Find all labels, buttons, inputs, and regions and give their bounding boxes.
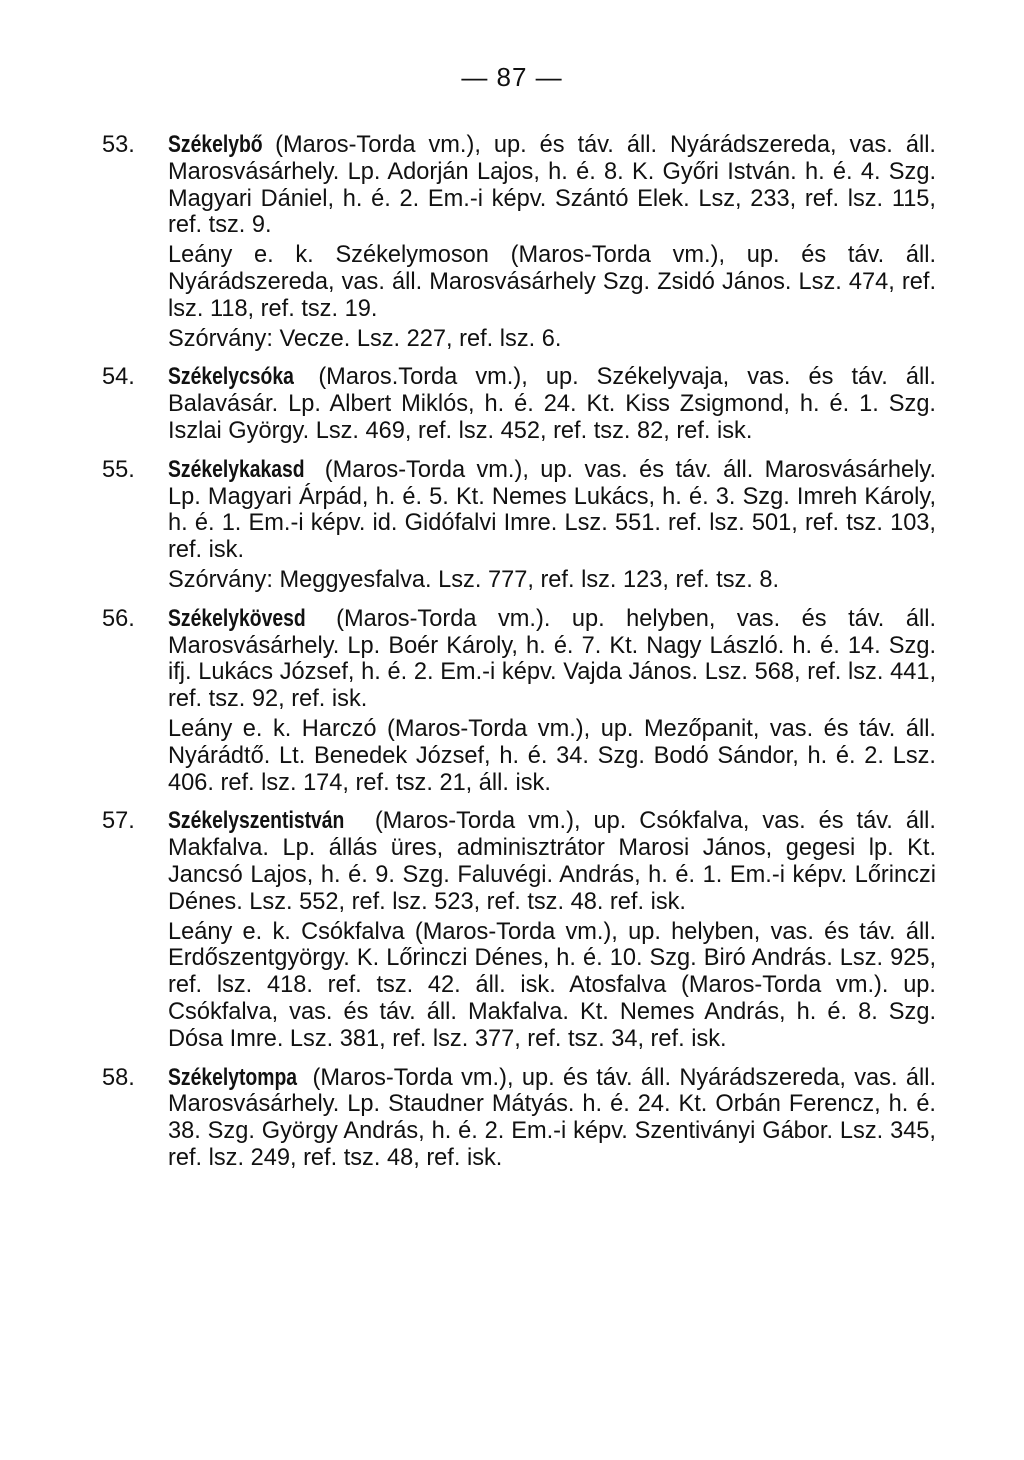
entry-headword: Székelycsóka — [168, 364, 294, 391]
entry-headword: Székelytompa — [168, 1064, 298, 1091]
daughter-parish: Leány e. k. Csókfalva (Maros-Torda vm.), up. helyben, vas. és táv. áll. Erdőszentgyörgy. K. Lőrinczi Dénes, h. é. 10. Szg. Biró András. Lsz. 925, ref. lsz. 418. ref. tsz. 42. áll. isk. Atosfalva (Maros-Torda vm.). up. Csókfalva, vas. és táv. áll. Makfalva. Kt. Nemes András, h. é. 8. Szg. Dósa Imre. Lsz. 381, ref. lsz. 377, ref. tsz. 34, ref. isk. — [168, 918, 936, 1052]
daughter-parish: Leány e. k. Székelymoson (Maros-Torda vm.), up. és táv. áll. Nyárádszereda, vas. áll. Marosvásárhely Szg. Zsidó János. Lsz. 474, ref. lsz. 118, ref. tsz. 19. — [168, 242, 936, 322]
entry-text: (Maros.Torda vm.), up. Székelyvaja, vas. és táv. áll. Balavásár. Lp. Albert Miklós, h. é. 24. Kt. Kiss Zsigmond, h. é. 1. Szg. Iszlai György. Lsz. 469, ref. lsz. 452, ref. tsz. 82, ref. isk. — [168, 364, 936, 444]
entry-number: 57. — [102, 808, 135, 835]
entry-number: 54. — [102, 364, 135, 391]
entry-54 — [102, 364, 936, 444]
entry-headword: Székelyszentistván — [168, 808, 345, 835]
entry-text: (Maros-Torda vm.), up. és táv. áll. Nyárádszereda, vas. áll. Marosvásárhely. Lp. Adorján Lajos, h. é. 8. K. Győri István. h. é. 4. Szg. Magyari Dániel, h. é. 2. Em.-i képv. Szántó Elek. Lsz, 233, ref. lsz. 115, ref. tsz. 9. — [168, 132, 936, 239]
diaspora-line: Szórvány: Meggyesfalva. Lsz. 777, ref. lsz. 123, ref. tsz. 8. — [168, 566, 780, 593]
entry-headword: Székelybő — [168, 132, 263, 158]
entry-56 — [102, 606, 936, 797]
entry-headword: Székelykakasd — [168, 456, 305, 483]
entry-headword: Székelykövesd — [168, 605, 306, 632]
entry-55 — [102, 457, 936, 594]
entry-text: (Maros-Torda vm.). up. helyben, vas. és táv. áll. Marosvásárhely. Lp. Boér Károly, h. é. 7. Kt. Nagy László. h. é. 14. Szg. ifj. Lukács József, h. é. 2. Em.-i képv. Vajda János. Lsz. 568, ref. lsz. 441, ref. tsz. 92, ref. isk. — [168, 605, 937, 713]
entry-58 — [102, 1065, 936, 1172]
daughter-parish: Leány e. k. Harczó (Maros-Torda vm.), up. Mezőpanit, vas. és táv. áll. Nyárádtő. Lt. Benedek József, h. é. 34. Szg. Bodó Sándor, h. é. 2. Lsz. 406. ref. lsz. 174, ref. tsz. 21, áll. isk. — [168, 715, 936, 796]
entry-number: 55. — [102, 456, 135, 483]
entry-53 — [102, 132, 936, 352]
gazetteer-entries — [102, 132, 936, 1172]
page-number: — 87 — — [461, 62, 563, 92]
entry-57 — [102, 808, 936, 1052]
entry-text: (Maros-Torda vm.), up. Csókfalva, vas. és táv. áll. Makfalva. Lp. állás üres, adminisztrátor Marosi János, gegesi lp. Kt. Jancsó Lajos, h. é. 9. Szg. Faluvégi. András, h. é. 1. Em.-i képv. Lőrinczi Dénes. Lsz. 552, ref. lsz. 523, ref. tsz. 48. ref. isk. — [168, 808, 936, 915]
entry-number: 58. — [102, 1064, 135, 1091]
entry-text: (Maros-Torda vm.), up. vas. és táv. áll. Marosvásárhely. Lp. Magyari Árpád, h. é. 5. Kt. Nemes Lukács, h. é. 3. Szg. Imreh Károly, h. é. 1. Em.-i képv. id. Gidófalvi Imre. Lsz. 551. ref. lsz. 501, ref. tsz. 103, ref. isk. — [168, 456, 937, 564]
entry-text: (Maros-Torda vm.), up. és táv. áll. Nyárádszereda, vas. áll. Marosvásárhely. Lp. Staudner Mátyás. h. é. 24. Kt. Orbán Ferencz, h. é. 38. Szg. György András, h. é. 2. Em.-i képv. Szentiványi Gábor. Lsz. 345, ref. lsz. 249, ref. tsz. 48, ref. isk. — [168, 1064, 936, 1171]
diaspora-line: Szórvány: Vecze. Lsz. 227, ref. lsz. 6. — [168, 325, 562, 352]
entry-number: 53. — [102, 132, 135, 158]
entry-number: 56. — [102, 605, 135, 632]
